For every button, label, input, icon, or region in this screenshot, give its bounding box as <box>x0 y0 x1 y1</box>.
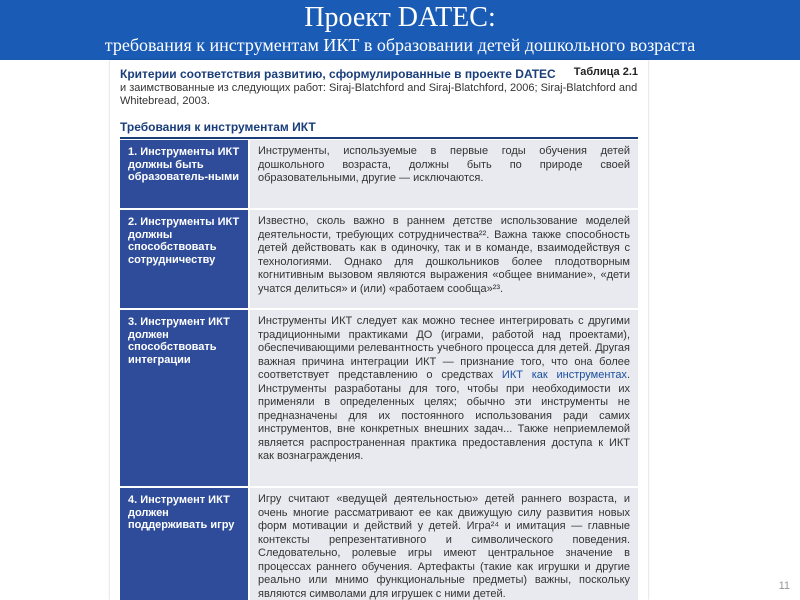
table-row <box>120 310 638 486</box>
criterion-cell: 2. Инструменты ИКТ должны способствовать сотрудничеству <box>120 210 248 308</box>
description-text: Известно, сколь важно в раннем детстве использование моделей деятельности, требующих сотрудничества²². Важна также способность детей действовать как в одиночку, так и в команде, взаимодействуя с технологиями. Однако для дошкольников более плодотворным когнитивным вызовом являются выражения «общее внимание», «дети учатся делиться» и (или) «работаем сообща»²³. <box>258 215 630 295</box>
table-row <box>120 488 638 600</box>
table-row <box>120 140 638 208</box>
slide-title: Проект DATEC: <box>304 2 496 33</box>
criterion-cell: 4. Инструмент ИКТ должен поддерживать игру <box>120 488 248 600</box>
description-cell <box>250 310 638 486</box>
caption-sources: и заимствованные из следующих работ: Siraj-Blatchford and Siraj-Blatchford, 2006; Siraj-Blatchford and Whitebread, 2003. <box>120 82 638 107</box>
description-text-part: Инструменты ИКТ следует как можно теснее интегрировать с другими традиционными практиками ДО (играми, работой над проектами), обеспечивающими релевантность учебного процесса для детей. Другая важная причина интеграции ИКТ — признание того, что она более соответствует представлению о средствах <box>258 315 630 381</box>
table-scan <box>110 60 648 600</box>
slide-header <box>0 0 800 60</box>
description-text <box>258 315 630 464</box>
criterion-cell: 1. Инструменты ИКТ должны быть образователь-ными <box>120 140 248 208</box>
description-text-part: . Инструменты разработаны для того, чтобы при необходимости их применяли в определенных целях; обычно эти инструменты не предназначены для их постоянного использования ради самих инструментов, вне конкретных внешних задач... Также неприемлемой является распространенная практика предоставления доступа к ИКТ как вознаграждения. <box>258 369 630 462</box>
section-title: Требования к инструментам ИКТ <box>120 120 316 134</box>
table-row <box>120 210 638 308</box>
highlighted-term: ИКТ как инструментах <box>501 369 627 381</box>
section-rule <box>120 137 638 139</box>
description-text: Игру считают «ведущей деятельностью» детей раннего возраста, и очень многие рассматривают ее как движущую силу развития новых форм мотивации и действий у детей. Игра²⁴ и имитация — главные контексты репрезентативного и символического поведения. Следовательно, ролевые игры имеют центральное значение в процессах раннего обучения. Артефакты (такие как игрушки и другие реально или мнимо функциональные предметы) важны, поскольку являются символами для игрушек с ними детей. <box>258 493 630 600</box>
table-number: Таблица 2.1 <box>573 66 638 78</box>
criterion-cell: 3. Инструмент ИКТ должен способствовать интеграции <box>120 310 248 486</box>
slide-subtitle: требования к инструментам ИКТ в образовании детей дошкольного возраста <box>104 35 696 55</box>
description-cell <box>250 488 638 600</box>
description-cell <box>250 210 638 308</box>
table-caption <box>120 68 640 108</box>
description-cell <box>250 140 638 208</box>
caption-title: Критерии соответствия развитию, сформулированные в проекте DATEC <box>120 67 556 81</box>
description-text: Инструменты, используемые в первые годы обучения детей дошкольного возраста, должны быть по природе своей образовательными, другие — исключаются. <box>258 145 630 184</box>
slide-number: 11 <box>778 580 790 592</box>
